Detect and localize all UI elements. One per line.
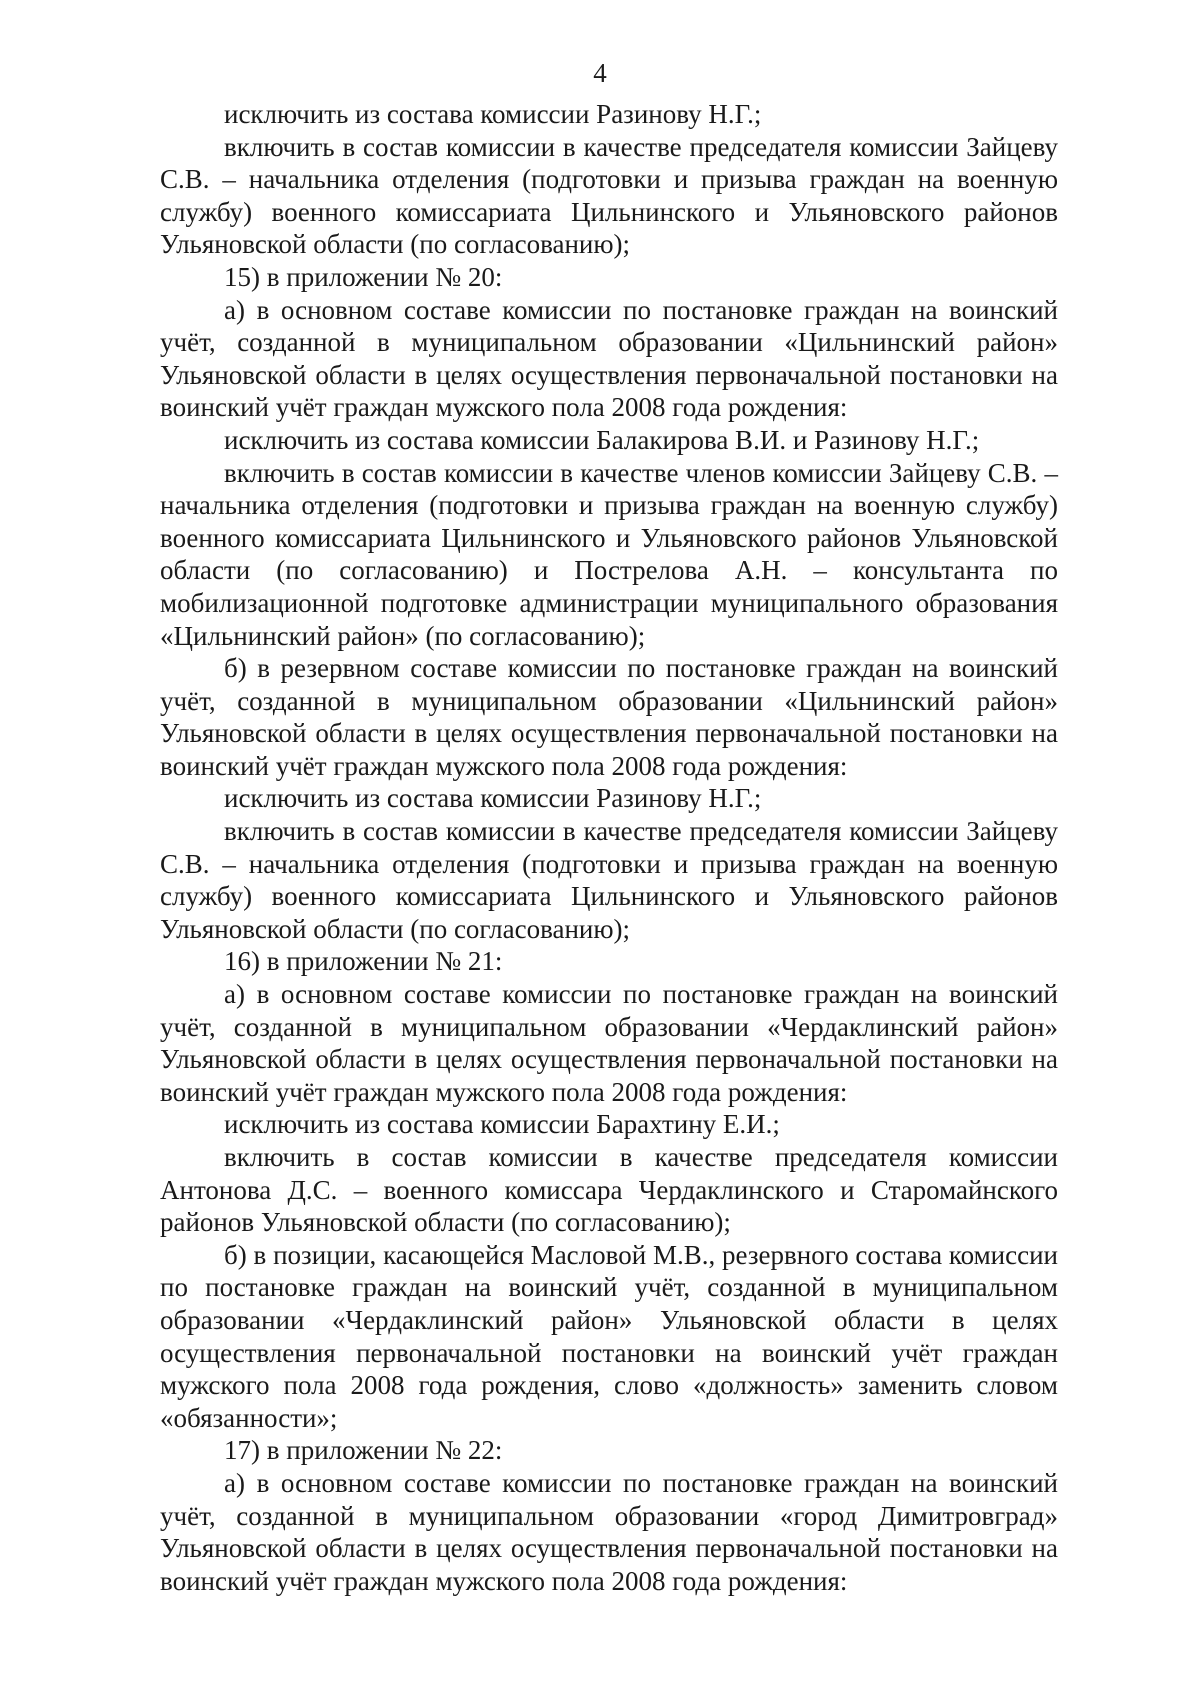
- paragraph: б) в позиции, касающейся Масловой М.В., резервного состава комиссии по постановке граждан на воинский учёт, созданной в муниципальном образовании «Чердаклинский район» Ульяновской области в целях осуществления первоначальной постановки на воинский учёт граждан мужского пола 2008 года рождения, слово «должность» заменить словом «обязанности»;: [160, 1239, 1058, 1433]
- paragraph: а) в основном составе комиссии по постановке граждан на воинский учёт, созданной в муниципальном образовании «Цильнинский район» Ульяновской области в целях осуществления первоначальной постановки на воинский учёт граждан мужского пола 2008 года рождения:: [160, 294, 1058, 423]
- page-number: 4: [593, 58, 607, 88]
- document-body: [160, 98, 1058, 1597]
- paragraph: б) в резервном составе комиссии по постановке граждан на воинский учёт, созданной в муниципальном образовании «Цильнинский район» Ульяновской области в целях осуществления первоначальной постановки на воинский учёт граждан мужского пола 2008 года рождения:: [160, 653, 1058, 781]
- paragraph: а) в основном составе комиссии по постановке граждан на воинский учёт, созданной в муниципальном образовании «город Димитровград» Ульяновской области в целях осуществления первоначальной постановки на воинский учёт граждан мужского пола 2008 года рождения:: [160, 1467, 1058, 1596]
- paragraph: исключить из состава комиссии Разинову Н.Г.;: [224, 783, 762, 814]
- paragraph: исключить из состава комиссии Разинову Н.Г.;: [224, 99, 762, 129]
- paragraph: 15) в приложении № 20:: [224, 261, 503, 292]
- paragraph: 17) в приложении № 22:: [224, 1435, 503, 1466]
- paragraph: 16) в приложении № 21:: [224, 946, 503, 977]
- paragraph: исключить из состава комиссии Барахтину Е.И.;: [224, 1109, 780, 1140]
- paragraph: включить в состав комиссии в качестве председателя комиссии Зайцеву С.В. – начальника отделения (подготовки и призыва граждан на военную службу) военного комиссариата Цильнинского и Ульяновского районов Ульяновской области (по согласованию);: [160, 131, 1058, 260]
- paragraph: включить в состав комиссии в качестве членов комиссии Зайцеву С.В. – начальника отделения (подготовки и призыва граждан на военную службу) военного комиссариата Цильнинского и Ульяновского районов Ульяновской области (по согласованию) и Пострелова А.Н. – консультанта по мобилизационной подготовке администрации муниципального образования «Цильнинский район» (по согласованию);: [160, 457, 1058, 651]
- paragraph: а) в основном составе комиссии по постановке граждан на воинский учёт, созданной в муниципальном образовании «Чердаклинский район» Ульяновской области в целях осуществления первоначальной постановки на воинский учёт граждан мужского пола 2008 года рождения:: [160, 979, 1058, 1107]
- paragraph: включить в состав комиссии в качестве председателя комиссии Антонова Д.С. – военного комиссара Чердаклинского и Старомайнского районов Ульяновской области (по согласованию);: [160, 1142, 1058, 1238]
- paragraph: исключить из состава комиссии Балакирова В.И. и Разинову Н.Г.;: [224, 424, 980, 455]
- paragraph: включить в состав комиссии в качестве председателя комиссии Зайцеву С.В. – начальника отделения (подготовки и призыва граждан на военную службу) военного комиссариата Цильнинского и Ульяновского районов Ульяновской области (по согласованию);: [160, 816, 1058, 944]
